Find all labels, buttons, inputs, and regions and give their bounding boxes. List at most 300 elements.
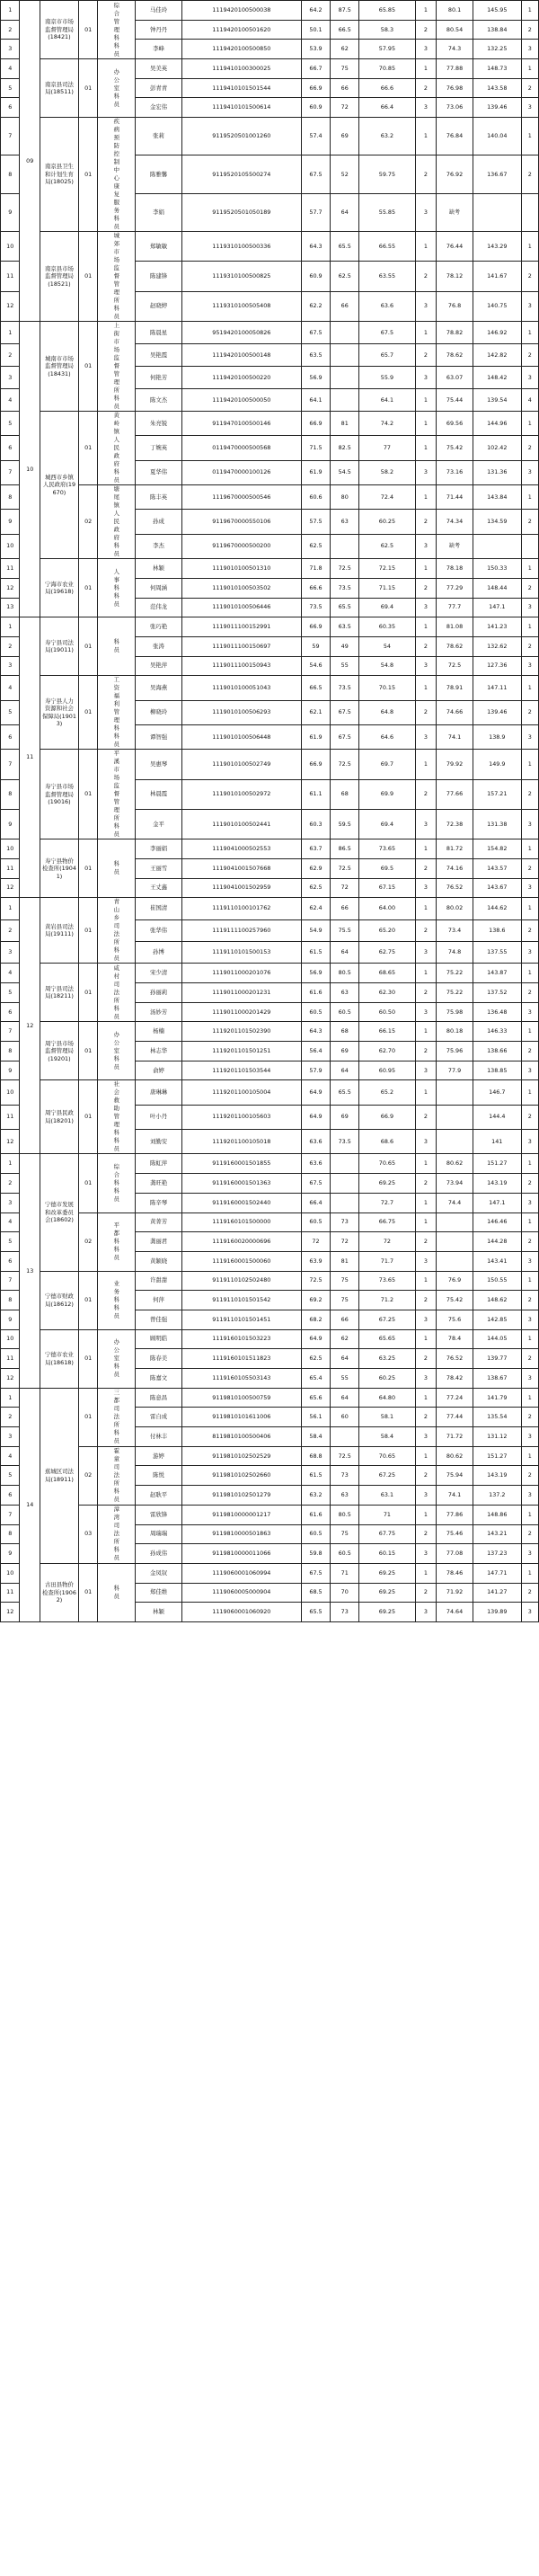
table-row [1, 412, 539, 436]
candidate-name: 陈雅馨 [136, 155, 182, 193]
interview-score: 81.08 [437, 617, 473, 637]
post-name [98, 1505, 136, 1563]
post-name [98, 485, 136, 559]
interview-score: 75.94 [437, 1466, 473, 1486]
final-rank: 1 [521, 1388, 538, 1408]
row-index: 6 [1, 436, 20, 460]
post-name [98, 232, 136, 322]
professional-score: 63.5 [331, 617, 359, 637]
professional-score: 64 [331, 1349, 359, 1369]
final-rank: 2 [521, 1232, 538, 1252]
written-total: 70.65 [359, 1154, 415, 1174]
post-code: 01 [78, 1563, 97, 1621]
candidate-name: 陈虹萍 [136, 1154, 182, 1174]
final-total: 138.67 [473, 1369, 521, 1389]
written-rank: 2 [415, 779, 437, 809]
professional-score: 66 [331, 1310, 359, 1329]
group-number: 13 [20, 1154, 40, 1388]
candidate-name: 吴美英 [136, 59, 182, 79]
row-index: 11 [1, 1349, 20, 1369]
post-name-text: 城郊市场监督管理所科员 [113, 232, 120, 321]
written-score: 53.9 [301, 40, 330, 59]
interview-score: 78.42 [437, 1369, 473, 1389]
post-name-text: 人事科科员 [113, 567, 120, 608]
ticket-number: 1119160101511823 [181, 1349, 301, 1369]
final-total: 144.28 [473, 1232, 521, 1252]
candidate-name: 何周涵 [136, 578, 182, 598]
final-rank: 1 [521, 1563, 538, 1583]
written-score: 64.2 [301, 1, 330, 21]
written-total: 67.5 [359, 322, 415, 344]
candidate-name: 黄菁芳 [136, 1212, 182, 1232]
professional-score: 64 [331, 1061, 359, 1080]
written-score: 72.5 [301, 1271, 330, 1291]
professional-score: 75 [331, 59, 359, 79]
ticket-number: 1119110100101762 [181, 898, 301, 919]
final-rank: 1 [521, 1446, 538, 1466]
written-score: 63.6 [301, 1154, 330, 1174]
candidate-name: 孙成 [136, 510, 182, 534]
professional-score [331, 534, 359, 558]
final-total: 138.9 [473, 724, 521, 749]
unit-name: 黄岩县司法局(19111) [40, 898, 79, 964]
written-rank: 2 [415, 983, 437, 1003]
written-score: 64.3 [301, 1022, 330, 1042]
row-index: 9 [1, 1061, 20, 1080]
written-score: 67.5 [301, 1563, 330, 1583]
ticket-number: 9119520501050189 [181, 193, 301, 231]
written-total: 69.25 [359, 1563, 415, 1583]
written-rank: 1 [415, 617, 437, 637]
interview-score: 78.91 [437, 676, 473, 700]
final-total: 142.82 [473, 344, 521, 367]
row-index: 12 [1, 291, 20, 321]
row-index: 9 [1, 510, 20, 534]
final-rank: 3 [521, 656, 538, 676]
final-total: 141.79 [473, 1388, 521, 1408]
written-score: 66.5 [301, 676, 330, 700]
ticket-number: 1119010100506446 [181, 598, 301, 617]
ticket-number: 1119670000500546 [181, 485, 301, 510]
written-rank: 2 [415, 1174, 437, 1194]
final-total: 139.54 [473, 389, 521, 412]
candidate-name: 龚旺艳 [136, 1174, 182, 1194]
written-score: 61.9 [301, 724, 330, 749]
candidate-name: 孙博 [136, 941, 182, 963]
final-total: 137.55 [473, 941, 521, 963]
professional-score [331, 322, 359, 344]
ticket-number: 9119110101501451 [181, 1310, 301, 1329]
written-score: 66.9 [301, 412, 330, 436]
final-total [473, 534, 521, 558]
post-code: 01 [78, 1, 97, 59]
final-total: 143.87 [473, 964, 521, 983]
professional-score: 72 [331, 878, 359, 898]
written-total: 69.7 [359, 750, 415, 779]
professional-score: 73 [331, 1466, 359, 1486]
post-code: 01 [78, 964, 97, 1022]
unit-name: 南京市市场监督管理局(18421) [40, 1, 79, 59]
row-index: 3 [1, 1193, 20, 1212]
written-total: 58.3 [359, 20, 415, 40]
final-total: 143.19 [473, 1466, 521, 1486]
candidate-name: 周瑞瑞 [136, 1524, 182, 1544]
final-rank: 3 [521, 1369, 538, 1389]
row-index: 2 [1, 344, 20, 367]
final-total: 143.21 [473, 1524, 521, 1544]
professional-score: 72.5 [331, 858, 359, 878]
final-total: 139.46 [473, 98, 521, 118]
candidate-name: 龚丽君 [136, 1232, 182, 1252]
ticket-number: 1119410101501544 [181, 78, 301, 98]
final-rank: 1 [521, 1505, 538, 1524]
final-total: 150.55 [473, 1271, 521, 1291]
interview-score: 71.92 [437, 1583, 473, 1603]
post-name [98, 964, 136, 1022]
final-rank [521, 193, 538, 231]
final-rank: 3 [521, 291, 538, 321]
table-row [1, 839, 539, 859]
final-rank: 2 [521, 1408, 538, 1427]
row-index: 7 [1, 1505, 20, 1524]
written-total: 55.85 [359, 193, 415, 231]
interview-score: 80.54 [437, 20, 473, 40]
professional-score: 75 [331, 1271, 359, 1291]
written-rank: 1 [415, 1329, 437, 1349]
interview-score: 77.24 [437, 1388, 473, 1408]
ticket-number: 1119010100503502 [181, 578, 301, 598]
row-index: 7 [1, 1022, 20, 1042]
written-rank: 2 [415, 1408, 437, 1427]
post-name-text: 平都科科员 [113, 1221, 120, 1262]
post-code: 01 [78, 1388, 97, 1446]
professional-score: 64 [331, 941, 359, 963]
row-index: 9 [1, 809, 20, 839]
candidate-name: 游婷 [136, 1446, 182, 1466]
written-rank: 1 [415, 412, 437, 436]
written-score: 65.5 [301, 1603, 330, 1622]
written-score: 57.7 [301, 193, 330, 231]
interview-score: 72.38 [437, 809, 473, 839]
final-rank: 1 [521, 118, 538, 155]
table-row [1, 1329, 539, 1349]
row-index: 2 [1, 20, 20, 40]
ticket-number: 9519420100050826 [181, 322, 301, 344]
row-index: 11 [1, 559, 20, 579]
written-total: 71 [359, 1505, 415, 1524]
row-index: 11 [1, 1583, 20, 1603]
ticket-number: 9119810102502529 [181, 1446, 301, 1466]
written-total: 68.65 [359, 964, 415, 983]
written-total: 70.85 [359, 59, 415, 79]
written-total: 73.65 [359, 1271, 415, 1291]
written-score: 66.9 [301, 617, 330, 637]
professional-score: 60.5 [331, 1002, 359, 1022]
candidate-name: 宋少清 [136, 964, 182, 983]
row-index: 1 [1, 1388, 20, 1408]
post-code: 02 [78, 1212, 97, 1271]
final-rank: 3 [521, 724, 538, 749]
written-rank: 2 [415, 858, 437, 878]
ticket-number: 1119420100500038 [181, 1, 301, 21]
candidate-name: 陈春美 [136, 1349, 182, 1369]
ticket-number: 1119201101501251 [181, 1042, 301, 1061]
row-index: 4 [1, 1446, 20, 1466]
interview-score: 75.98 [437, 1002, 473, 1022]
post-name [98, 750, 136, 839]
interview-score: 78.4 [437, 1329, 473, 1349]
post-code: 03 [78, 1505, 97, 1563]
row-index: 8 [1, 155, 20, 193]
candidate-name: 孙成伟 [136, 1544, 182, 1564]
ticket-number: 9119810101611006 [181, 1408, 301, 1427]
interview-score: 80.1 [437, 1, 473, 21]
professional-score: 62.5 [331, 262, 359, 291]
professional-score: 62 [331, 40, 359, 59]
written-score: 64.9 [301, 1080, 330, 1105]
final-total: 149.9 [473, 750, 521, 779]
written-total: 63.25 [359, 1349, 415, 1369]
candidate-name: 朱亮锐 [136, 412, 182, 436]
final-total: 127.36 [473, 656, 521, 676]
unit-name: 南京县司法局(18511) [40, 59, 79, 118]
post-code: 01 [78, 676, 97, 750]
final-rank: 2 [521, 1466, 538, 1486]
ticket-number: 1119060005000904 [181, 1583, 301, 1603]
final-rank: 3 [521, 878, 538, 898]
final-total: 148.86 [473, 1505, 521, 1524]
professional-score: 87.5 [331, 1, 359, 21]
interview-score: 76.44 [437, 232, 473, 262]
row-index: 8 [1, 1524, 20, 1544]
written-total: 72.15 [359, 559, 415, 579]
professional-score [331, 344, 359, 367]
candidate-name: 赵耿平 [136, 1486, 182, 1506]
final-rank: 3 [521, 1002, 538, 1022]
table-row [1, 676, 539, 700]
professional-score: 52 [331, 155, 359, 193]
ticket-number: 9119670000550106 [181, 510, 301, 534]
written-rank: 3 [415, 1310, 437, 1329]
post-name-text: 工资福利管理科科员 [113, 676, 120, 749]
interview-score: 73.16 [437, 460, 473, 484]
ticket-number: 9119160001501855 [181, 1154, 301, 1174]
written-total: 65.65 [359, 1329, 415, 1349]
row-index: 8 [1, 1291, 20, 1310]
written-score: 60.6 [301, 485, 330, 510]
professional-score: 73.5 [331, 578, 359, 598]
written-rank: 2 [415, 78, 437, 98]
row-index: 11 [1, 858, 20, 878]
written-rank: 2 [415, 1232, 437, 1252]
written-rank: 2 [415, 1524, 437, 1544]
ticket-number: 1119010100506448 [181, 724, 301, 749]
row-index: 10 [1, 1329, 20, 1349]
table-row [1, 1, 539, 21]
row-index: 5 [1, 700, 20, 724]
post-name [98, 1, 136, 59]
written-total: 64.00 [359, 898, 415, 919]
written-total: 67.25 [359, 1466, 415, 1486]
professional-score: 73 [331, 1212, 359, 1232]
post-name-text: 社会救助管理科科员 [113, 1080, 120, 1153]
interview-score: 73.4 [437, 919, 473, 941]
interview-score: 74.1 [437, 1486, 473, 1506]
written-total: 73.65 [359, 839, 415, 859]
final-total: 147.71 [473, 1563, 521, 1583]
final-total: 146.33 [473, 1022, 521, 1042]
written-rank: 2 [415, 919, 437, 941]
written-score: 61.6 [301, 1505, 330, 1524]
written-score: 61.5 [301, 1466, 330, 1486]
ticket-number: 9119110101501542 [181, 1291, 301, 1310]
final-rank: 2 [521, 779, 538, 809]
post-code: 01 [78, 617, 97, 676]
final-rank: 3 [521, 1486, 538, 1506]
written-score: 57.9 [301, 1061, 330, 1080]
row-index: 5 [1, 1466, 20, 1486]
final-rank: 1 [521, 322, 538, 344]
candidate-name: 李娟 [136, 193, 182, 231]
candidate-name: 黄颖晓 [136, 1251, 182, 1271]
written-total: 72.4 [359, 485, 415, 510]
post-code: 01 [78, 232, 97, 322]
final-total: 148.73 [473, 59, 521, 79]
professional-score [331, 1193, 359, 1212]
professional-score: 66 [331, 78, 359, 98]
written-score: 63.7 [301, 839, 330, 859]
ticket-number: 1119310100500825 [181, 262, 301, 291]
candidate-name: 王丈鑫 [136, 878, 182, 898]
final-total: 136.67 [473, 155, 521, 193]
table-row [1, 1080, 539, 1105]
professional-score: 63 [331, 983, 359, 1003]
table-row [1, 1446, 539, 1466]
table-row [1, 1505, 539, 1524]
professional-score: 72 [331, 98, 359, 118]
written-total: 66.75 [359, 1212, 415, 1232]
professional-score: 73 [331, 1603, 359, 1622]
professional-score: 86.5 [331, 839, 359, 859]
table-row [1, 1388, 539, 1408]
written-total: 66.15 [359, 1022, 415, 1042]
interview-score: 69.56 [437, 412, 473, 436]
post-code: 01 [78, 1271, 97, 1329]
written-score: 56.9 [301, 964, 330, 983]
post-code: 01 [78, 839, 97, 898]
candidate-name: 范伟龙 [136, 598, 182, 617]
final-total: 144.4 [473, 1105, 521, 1129]
final-total: 143.57 [473, 858, 521, 878]
row-index: 3 [1, 1427, 20, 1447]
professional-score: 71 [331, 1563, 359, 1583]
interview-score: 76.9 [437, 1271, 473, 1291]
written-rank: 3 [415, 1002, 437, 1022]
written-rank: 2 [415, 636, 437, 656]
final-total: 137.2 [473, 1486, 521, 1506]
post-name [98, 59, 136, 118]
final-rank: 1 [521, 412, 538, 436]
written-rank: 3 [415, 1486, 437, 1506]
candidate-name: 曾佳强 [136, 1310, 182, 1329]
final-rank: 1 [521, 617, 538, 637]
post-code: 01 [78, 322, 97, 412]
ticket-number: 1119010100501310 [181, 559, 301, 579]
ticket-number: 0119470000100126 [181, 460, 301, 484]
professional-score: 81 [331, 1251, 359, 1271]
written-total: 72 [359, 1232, 415, 1252]
professional-score: 60.5 [331, 1544, 359, 1564]
row-index: 1 [1, 898, 20, 919]
professional-score: 69 [331, 1042, 359, 1061]
written-rank: 1 [415, 964, 437, 983]
written-total: 58.1 [359, 1408, 415, 1427]
post-code: 01 [78, 898, 97, 964]
post-name [98, 1446, 136, 1505]
written-rank: 3 [415, 878, 437, 898]
final-total: 142.85 [473, 1310, 521, 1329]
post-name-text: 黄岭镇人民政府科员 [113, 412, 120, 484]
candidate-name: 许甜甜 [136, 1271, 182, 1291]
written-score: 68.8 [301, 1446, 330, 1466]
post-name [98, 1271, 136, 1329]
written-rank: 1 [415, 1563, 437, 1583]
written-total: 66.9 [359, 1105, 415, 1129]
ticket-number: 1119410100300025 [181, 59, 301, 79]
post-code: 01 [78, 1022, 97, 1080]
post-name-text: 青山乡司法所科员 [113, 898, 120, 963]
group-number: 14 [20, 1388, 40, 1621]
post-code: 01 [78, 412, 97, 485]
written-score: 54.9 [301, 919, 330, 941]
candidate-name: 林颖 [136, 559, 182, 579]
final-rank [521, 534, 538, 558]
written-total: 54 [359, 636, 415, 656]
row-index: 12 [1, 578, 20, 598]
interview-score: 80.62 [437, 1446, 473, 1466]
unit-name: 寿宁县市场监督管理局(19016) [40, 750, 79, 839]
professional-score: 62 [331, 1329, 359, 1349]
final-total: 147.1 [473, 1193, 521, 1212]
final-total: 143.58 [473, 78, 521, 98]
written-total: 58.2 [359, 460, 415, 484]
candidate-name: 郑佳维 [136, 1583, 182, 1603]
written-score: 59.8 [301, 1544, 330, 1564]
interview-score: 77.66 [437, 779, 473, 809]
written-total: 60.95 [359, 1061, 415, 1080]
row-index: 2 [1, 1174, 20, 1194]
final-rank: 2 [521, 636, 538, 656]
post-name-text: 办公室科员 [113, 1338, 120, 1379]
final-rank: 3 [521, 1193, 538, 1212]
written-total: 66.55 [359, 232, 415, 262]
written-score: 54.6 [301, 656, 330, 676]
ticket-number: 1119011000201429 [181, 1002, 301, 1022]
written-total: 62.70 [359, 1042, 415, 1061]
professional-score: 60 [331, 1408, 359, 1427]
final-rank: 2 [521, 1291, 538, 1310]
row-index: 4 [1, 964, 20, 983]
written-rank: 1 [415, 1446, 437, 1466]
written-score: 62.1 [301, 700, 330, 724]
written-rank: 3 [415, 40, 437, 59]
interview-score: 77.88 [437, 59, 473, 79]
post-name [98, 898, 136, 964]
written-score: 67.5 [301, 155, 330, 193]
written-score: 60.3 [301, 809, 330, 839]
final-total: 143.84 [473, 485, 521, 510]
interview-score: 76.84 [437, 118, 473, 155]
